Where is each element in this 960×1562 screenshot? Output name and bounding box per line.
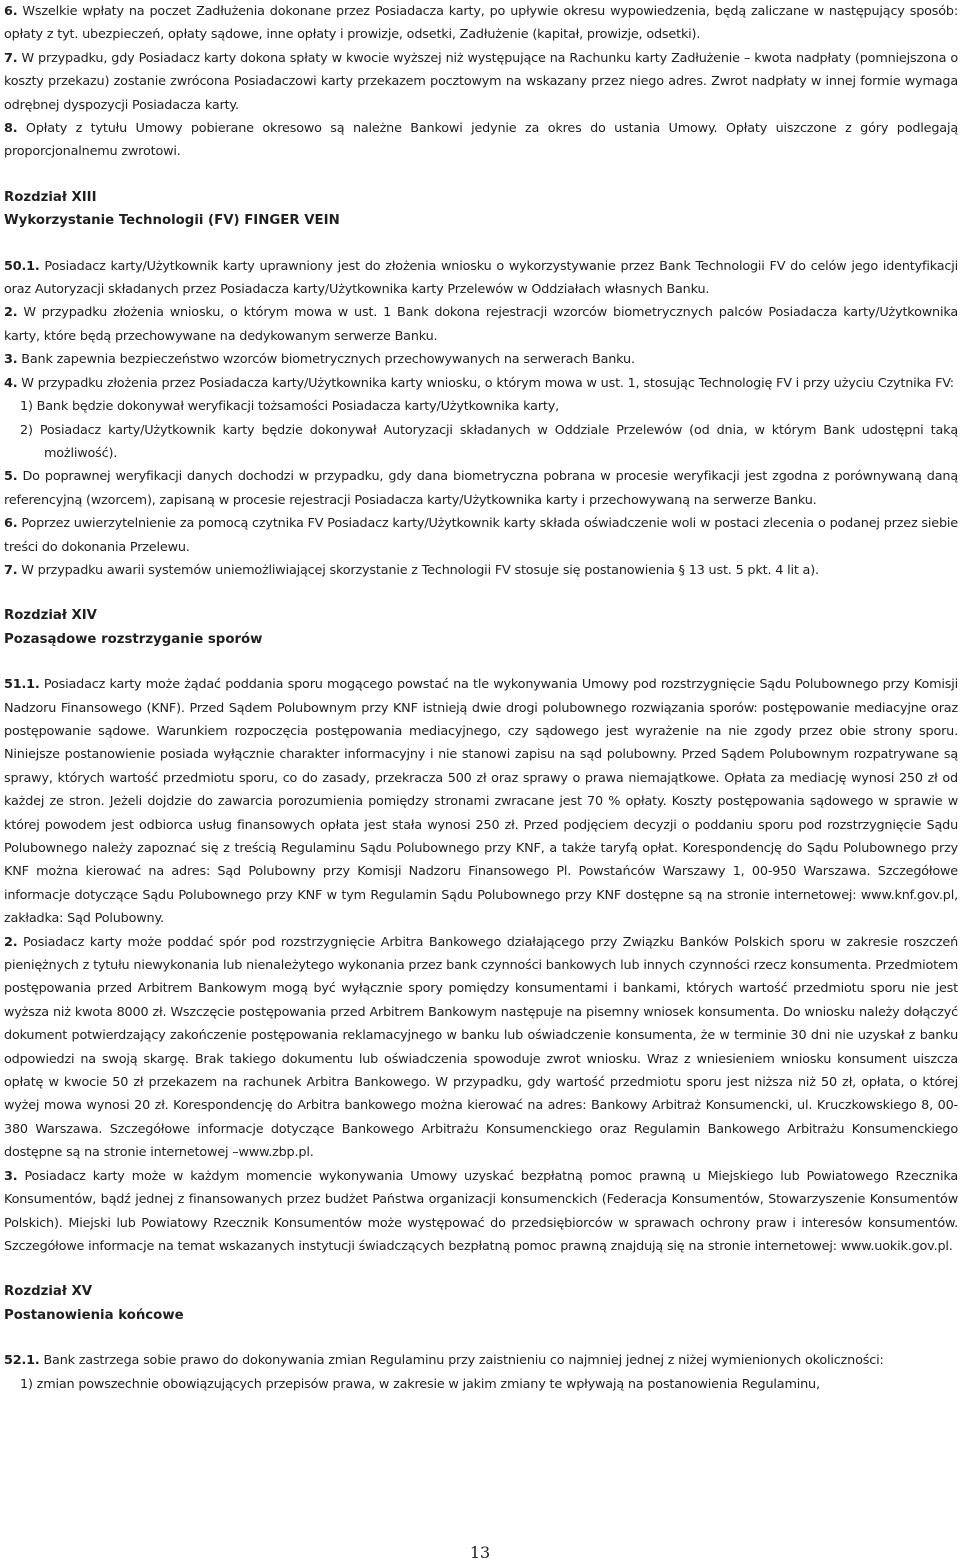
- paragraph-number: 6.: [4, 4, 18, 19]
- paragraph-number: 51.1.: [4, 677, 40, 693]
- paragraph-number: 52.1.: [4, 1353, 40, 1369]
- list-item: 1) zmian powszechnie obowiązujących przepisów prawa, w zakresie w jakim zmiany te wpływają na postanowienia Regulaminu,: [20, 1376, 820, 1392]
- paragraph-number: 5.: [4, 469, 18, 485]
- paragraph-51-3: [4, 1165, 958, 1259]
- paragraph-text: Posiadacz karty może poddać spór pod rozstrzygnięcie Arbitra Bankowego działającego przy Związku Banków Polskich sporu w zakresie roszczeń pieniężnych z tytułu niewykonania lub nienależytego wykonania przez bank czynności bankowych lub innych czynności rzecz konsumenta. Przedmiotem postępowania przed Arbitrem Bankowym mogą być wyłącznie spory pomiędzy konsumentami i bankami, których wartość przedmiotu sporu nie jest wyższa niż kwota 8000 zł. Wszczęcie postępowania przed Arbitrem Bankowym następuje na pisemny wniosek konsumenta. Do wniosku należy dołączyć dokument potwierdzający zakończenie postępowania reklamacyjnego w banku lub oświadczenie konsumenta, że w terminie 30 dni nie uzyskał z banku odpowiedzi na swoją skargę. Brak takiego dokumentu lub oświadczenia spowoduje zwrot wniosku. Wraz z wniesieniem wniosku konsument uiszcza opłatę w kwocie 50 zł przekazem na rachunek Arbitra Bankowego. W przypadku, gdy wartość przedmiotu sporu jest niższa niż 50 zł, opłata, o której wyżej mowa wynosi 20 zł. Korespondencję do Arbitra bankowego można kierować na adres: Bankowy Arbitraż Konsumencki, ul. Kruczkowskiego 8, 00-380 Warszawa. Szczegółowe informacje dotyczące Bankowego Arbitrażu Konsumenckiego oraz Regulamin Bankowego Arbitrażu Konsumenckiego dostępne są na stronie internetowej –www.zbp.pl.: [4, 934, 959, 1161]
- paragraph-text: Poprzez uwierzytelnienie za pomocą czytnika FV Posiadacz karty/Użytkownik karty składa oświadczenie woli w postaci zlecenia o podanej przez siebie treści do dokonania Przelewu.: [4, 516, 958, 555]
- paragraph-number: 4.: [4, 375, 18, 391]
- spacer: [4, 651, 958, 673]
- spacer: [4, 582, 958, 604]
- paragraph-text: W przypadku awarii systemów uniemożliwiającej skorzystanie z Technologii FV stosuje się postanowienia § 13 ust. 5 pkt. 4 lit a).: [21, 562, 819, 578]
- paragraph-text: Wszelkie wpłaty na poczet Zadłużenia dokonane przez Posiadacza karty, po upływie okresu wypowiedzenia, będą zaliczane w następujący sposób: opłaty z tyt. ubezpieczeń, opłaty sądowe, inne opłaty i prowizje, odsetki, Zadłużenie (kapitał, prowizje, odsetki).: [4, 4, 959, 43]
- paragraph-6: [4, 0, 958, 47]
- spacer: [4, 233, 958, 255]
- chapter-13-title: Rozdział XIII: [4, 189, 97, 205]
- paragraph-52-1: [4, 1349, 958, 1372]
- paragraph-text: Do poprawnej weryfikacji danych dochodzi w przypadku, gdy dana biometryczna pobrana w procesie weryfikacji jest zgodna z porównywaną daną referencyjną (wzorcem), zapisaną w procesie rejestracji Posiadacza karty/Użytkownika karty i przechowywaną na serwerze Banku.: [4, 469, 958, 508]
- paragraph-number: 50.1.: [4, 258, 40, 274]
- paragraph-text: Posiadacz karty/Użytkownik karty uprawniony jest do złożenia wniosku o wykorzystywanie przez Bank Technologii FV do celów jego identyfikacji oraz Autoryzacji składanych przez Posiadacza karty/Użytkownika karty Przelewów w Oddziałach własnych Banku.: [4, 258, 959, 298]
- chapter-14-subtitle: Pozasądowe rozstrzyganie sporów: [4, 631, 263, 647]
- paragraph-number: 8.: [4, 121, 18, 137]
- paragraph-50-2: [4, 301, 958, 348]
- chapter-15-subtitle: Postanowienia końcowe: [4, 1307, 184, 1323]
- paragraph-number: 7.: [4, 50, 18, 66]
- paragraph-text: Bank zapewnia bezpieczeństwo wzorców biometrycznych przechowywanych na serwerach Banku.: [21, 352, 635, 368]
- paragraph-text: Posiadacz karty może żądać poddania sporu mogącego powstać na tle wykonywania Umowy pod rozstrzygnięcie Sądu Polubownego przy Komisji Nadzoru Finansowego (KNF). Przed Sądem Polubownym przy KNF istnieją dwie drogi polubownego rozwiązania sporów: postępowanie mediacyjne oraz postępowanie sądowe. Warunkiem rozpoczęcia postępowania mediacyjnego, czy sądowego jest wyrażenie na nie zgody przez obie strony sporu. Niniejsze postanowienie posiada wyłącznie charakter informacyjny i nie stanowi zapisu na sąd polubowny. Przed Sądem Polubownym rozpatrywane są sprawy, których wartość przedmiotu sporu, co do zasady, przekracza 500 zł oraz sprawy o prawa niemajątkowe. Opłata za mediację wynosi 250 zł od każdej ze stron. Jeżeli dojdzie do zawarcia porozumienia pomiędzy stronami zwracane jest 70 % opłaty. Koszty postępowania sądowego w sprawie w której powodem jest odbiorca usług finansowych opłata jest stała wynosi 250 zł. Przed podjęciem decyzji o poddaniu sporu pod rozstrzygnięcie Sądu Polubownego należy zapoznać się z treścią Regulaminu Sądu Polubownego przy KNF, a także taryfą opłat. Korespondencję do Sądu Polubownego przy KNF można kierować na adres: Sąd Polubowny przy Komisji Nadzoru Finansowego Pl. Powstańców Warszawy 1, 00-950 Warszawa. Szczegółowe informacje dotyczące Sądu Polubownego przy KNF w tym Regulamin Sądu Polubownego przy KNF dostępne są na stronie internetowej: www.knf.gov.pl, zakładka: Sąd Polubowny.: [4, 677, 958, 927]
- chapter-13-subtitle: Wykorzystanie Technologii (FV) FINGER VEIN: [4, 213, 340, 229]
- page-number: 13: [469, 1543, 491, 1562]
- document-page: [4, 0, 958, 1396]
- spacer: [4, 1327, 958, 1349]
- paragraph-number: 7.: [4, 562, 18, 578]
- paragraph-number: 3.: [4, 352, 18, 368]
- paragraph-number: 2.: [4, 934, 18, 950]
- paragraph-8: [4, 117, 958, 164]
- paragraph-50-3: [4, 348, 958, 371]
- paragraph-text: W przypadku złożenia przez Posiadacza karty/Użytkownika karty wniosku, o którym mowa w ust. 1, stosując Technologię FV i przy użyciu Czytnika FV:: [21, 375, 954, 391]
- paragraph-50-4: [4, 372, 958, 395]
- paragraph-number: 6.: [4, 516, 18, 532]
- paragraph-text: W przypadku, gdy Posiadacz karty dokona spłaty w kwocie wyższej niż występujące na Rachunku karty Zadłużenie – kwota nadpłaty (pomniejszona o koszty przekazu) zostanie zwrócona Posiadaczowi karty przekazem pocztowym na wskazany przez niego adres. Zwrot nadpłaty w innej formie wymaga odrębnej dyspozycji Posiadacza karty.: [4, 50, 958, 113]
- paragraph-text: Opłaty z tytułu Umowy pobierane okresowo są należne Bankowi jedynie za okres do ustania Umowy. Opłaty uiszczone z góry podlegają proporcjonalnemu zwrotowi.: [4, 121, 958, 160]
- paragraph-50-6: [4, 512, 958, 559]
- list-item: 1) Bank będzie dokonywał weryfikacji tożsamości Posiadacza karty/Użytkownika karty,: [20, 399, 560, 415]
- paragraph-51-1: [4, 673, 958, 930]
- paragraph-51-2: [4, 931, 958, 1165]
- paragraph-text: Posiadacz karty może w każdym momencie wykonywania Umowy uzyskać bezpłatną pomoc prawną u Miejskiego lub Powiatowego Rzecznika Konsumentów, bądź jednej z finansowanych przez budżet Państwa organizacji konsumenckich (Federacja Konsumentów, Stowarzyszenie Konsumentów Polskich). Miejski lub Powiatowy Rzecznik Konsumentów może występować do przedsiębiorców w sprawach ochrony praw i interesów konsumentów. Szczegółowe informacje na temat wskazanych instytucji świadczących bezpłatną pomoc prawną znajdują się na stronie internetowej: www.uokik.gov.pl.: [4, 1168, 958, 1254]
- paragraph-number: 2.: [4, 305, 18, 321]
- paragraph-number: 3.: [4, 1168, 18, 1184]
- paragraph-50-1: [4, 255, 958, 302]
- list-item: 2) Posiadacz karty/Użytkownik karty będzie dokonywał Autoryzacji składanych w Oddziale Przelewów (od dnia, w którym Bank udostępni taką możliwość).: [20, 422, 958, 461]
- chapter-15-title: Rozdział XV: [4, 1284, 93, 1300]
- spacer: [4, 1258, 958, 1280]
- chapter-14-title: Rozdział XIV: [4, 608, 97, 624]
- paragraph-text: Bank zastrzega sobie prawo do dokonywania zmian Regulaminu przy zaistnieniu co najmniej jednej z niżej wymienionych okoliczności:: [43, 1353, 884, 1369]
- paragraph-7: [4, 47, 958, 117]
- paragraph-text: W przypadku złożenia wniosku, o którym mowa w ust. 1 Bank dokona rejestracji wzorców biometrycznych palców Posiadacza karty/Użytkownika karty, które będą przechowywane na dedykowanym serwerze Banku.: [4, 305, 958, 344]
- spacer: [4, 164, 958, 186]
- paragraph-50-5: [4, 465, 958, 512]
- paragraph-50-7: [4, 559, 958, 582]
